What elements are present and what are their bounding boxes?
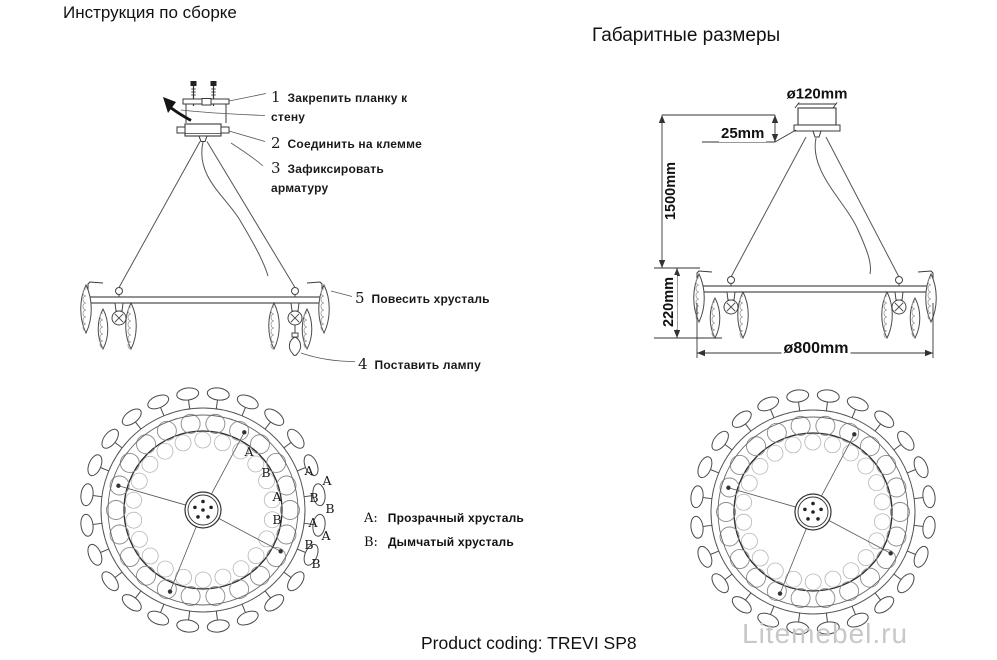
- crystal-label: B: [304, 536, 314, 552]
- legend-key: A:: [364, 511, 378, 526]
- product-coding: Product coding: TREVI SP8: [421, 633, 637, 653]
- crystal-label: A: [308, 514, 318, 530]
- watermark: Litemebel.ru: [742, 618, 909, 649]
- crystal-label: B: [309, 489, 319, 505]
- crystal-label: B: [261, 464, 271, 480]
- step-number: 1: [271, 88, 281, 106]
- crystal-label: A: [322, 472, 332, 488]
- step-text: Повесить хрусталь: [371, 292, 490, 306]
- dim-canopy-diameter: ø120mm: [786, 85, 848, 103]
- assembly-top-view: [80, 387, 327, 634]
- step-number: 4: [358, 355, 368, 373]
- step-number: 5: [355, 289, 365, 307]
- crystal-label: B: [311, 555, 321, 571]
- step-text: Соединить на клемме: [287, 137, 423, 151]
- dimensions-title: Габаритные размеры: [592, 25, 781, 46]
- legend-text: Дымчатый хрусталь: [387, 535, 514, 549]
- step-number: 3: [271, 159, 281, 177]
- legend-text: Прозрачный хрусталь: [387, 511, 524, 525]
- step-text: Закрепить планку к: [287, 91, 408, 105]
- callout-step-1: [271, 88, 407, 106]
- crystal-label: A: [321, 527, 331, 543]
- crystal-label: A: [244, 443, 254, 459]
- dimension-top-view: [690, 389, 937, 636]
- callout-step-5: [355, 289, 490, 307]
- callout-step-1-cont: стену: [271, 110, 306, 124]
- crystal-label: A: [272, 488, 282, 504]
- crystal-label: B: [272, 511, 282, 527]
- legend-key: B:: [364, 535, 378, 550]
- dim-ceiling-offset: 25mm: [721, 125, 765, 142]
- crystal-label: A: [304, 462, 314, 478]
- step-text: Поставить лампу: [374, 358, 482, 372]
- callout-step-4: [358, 355, 481, 373]
- dim-body-diameter: ø800mm: [783, 340, 849, 357]
- dimension-side-view: [694, 108, 937, 338]
- legend-row-b: [364, 535, 514, 550]
- step-text: Зафиксировать: [287, 162, 384, 176]
- dim-body-height: 220mm: [661, 277, 677, 327]
- legend-row-a: [364, 511, 524, 526]
- dim-suspension-height: 1500mm: [663, 161, 679, 221]
- callout-step-3: [271, 159, 384, 177]
- step-number: 2: [271, 134, 281, 152]
- assembly-title: Инструкция по сборке: [63, 3, 237, 22]
- callout-step-2: [271, 134, 422, 152]
- crystal-label: B: [325, 500, 335, 516]
- callout-step-3-cont: арматуру: [271, 181, 329, 195]
